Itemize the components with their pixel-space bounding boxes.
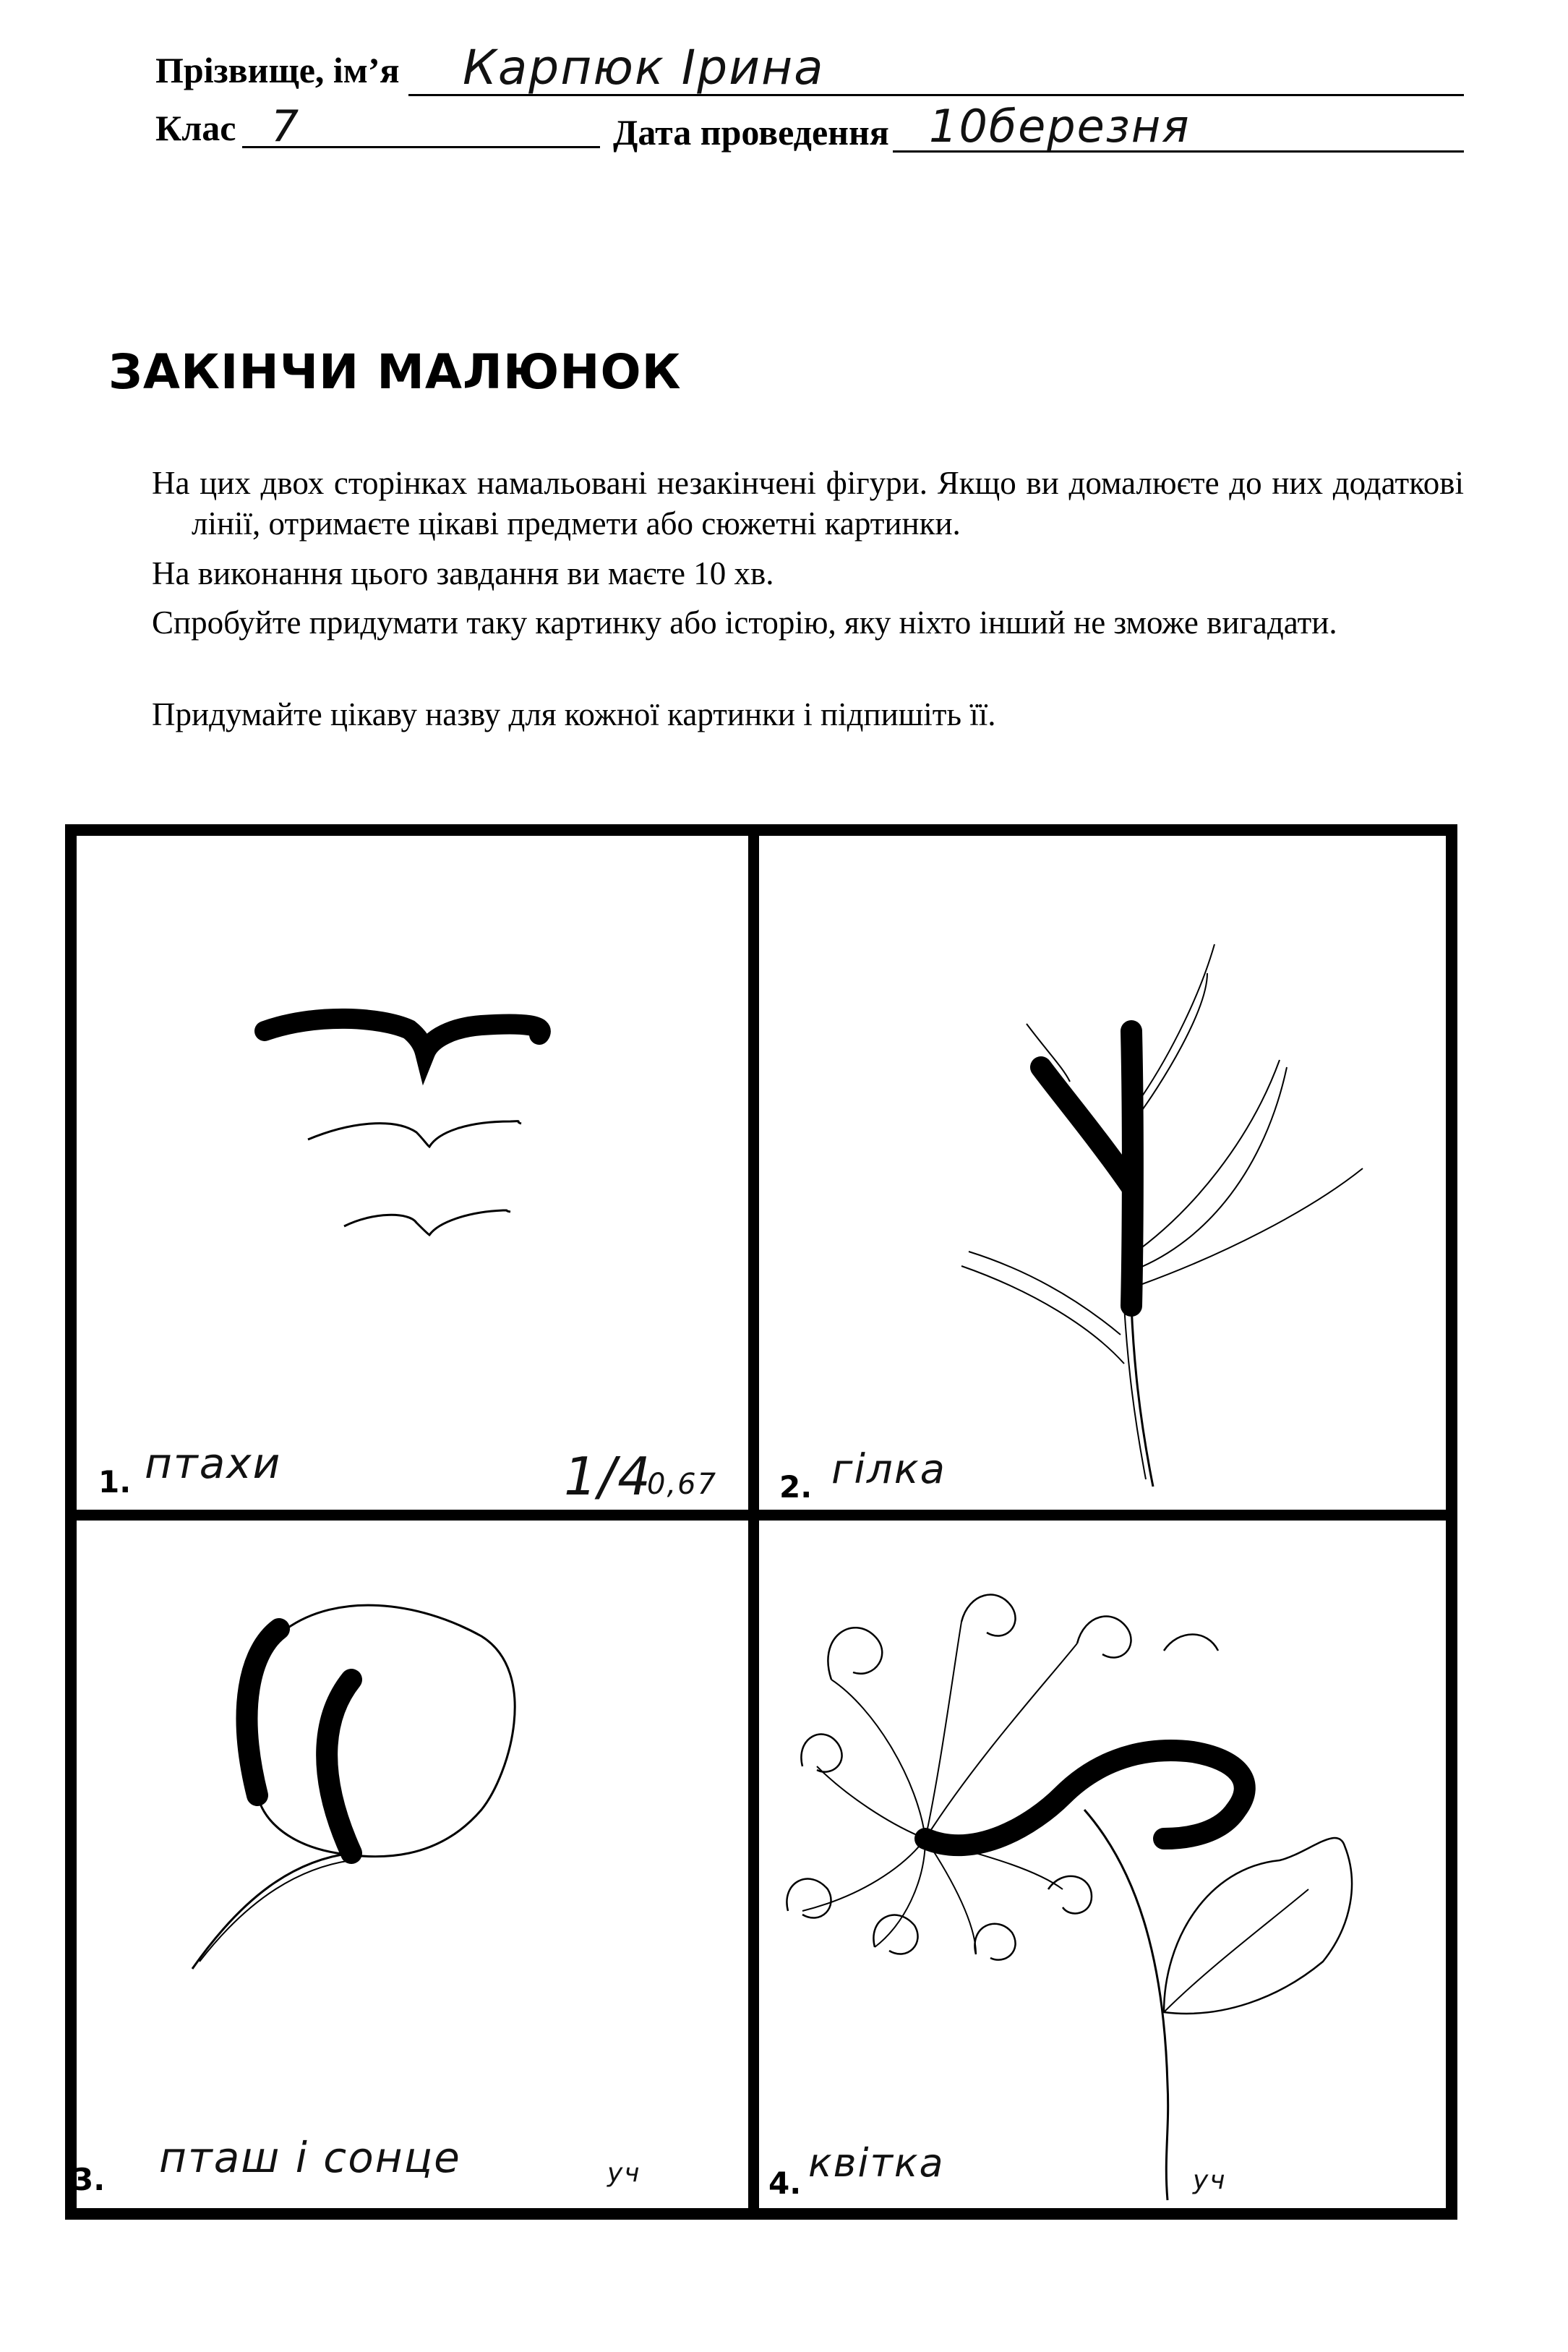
stimulus-shape-2b <box>1131 1031 1133 1306</box>
drawn-stem-2 <box>1124 1306 1146 1479</box>
cell-4-mark: уч <box>1193 2165 1227 2195</box>
drawn-twig-8 <box>961 1266 1124 1364</box>
cell-1-grade: 1/4 <box>564 1446 652 1507</box>
drawn-bird-2 <box>344 1210 510 1235</box>
drawn-twig-5 <box>1142 1168 1363 1284</box>
stimulus-shape-1 <box>265 1019 541 1053</box>
cell-4-caption: квітка <box>808 2140 945 2186</box>
surname-label: Прізвище, ім’я <box>155 50 400 90</box>
instruction-text-3: Спробуйте придумати таку картинку або історію, яку ніхто інший не зможе вигадати. <box>152 604 1337 641</box>
drawn-spiral-2 <box>961 1595 1016 1636</box>
drawn-twig-3 <box>1131 1060 1280 1255</box>
drawn-spiral-3 <box>1077 1617 1131 1658</box>
drawn-leaf-vein <box>1164 1889 1308 2012</box>
drawn-bird-1 <box>308 1121 521 1147</box>
drawn-spiral-4 <box>1164 1635 1218 1651</box>
drawn-twig-2 <box>1142 944 1214 1096</box>
cell-1-caption: птахи <box>145 1439 282 1488</box>
cell-2-caption: гілка <box>831 1446 946 1493</box>
drawn-spiral-5 <box>801 1735 841 1772</box>
drawn-sun-circle <box>257 1605 515 1857</box>
grid-horizontal-divider <box>65 1510 1457 1521</box>
instruction-paragraph-3 <box>152 602 1464 643</box>
drawn-stem-3 <box>192 1853 351 1969</box>
date-label: Дата проведення <box>613 112 889 153</box>
cell-1-number: 1. <box>98 1464 132 1500</box>
drawn-spiral-9 <box>1048 1876 1092 1914</box>
cell-4-number: 4. <box>768 2165 802 2201</box>
surname-handwritten: Карпюк Ірина <box>463 40 825 95</box>
drawn-twig-7 <box>969 1252 1121 1335</box>
stimulus-shape-3b <box>327 1680 351 1853</box>
date-handwritten: 10березня <box>929 100 1191 153</box>
stimulus-shape-3a <box>247 1629 279 1795</box>
cell-3-mark: уч <box>607 2158 641 2188</box>
task-title: ЗАКІНЧИ МАЛЮНОК <box>108 344 682 400</box>
grid-vertical-divider <box>748 824 759 2220</box>
drawn-spiral-7 <box>873 1915 917 1954</box>
cell-4-drawing <box>759 1521 1446 2208</box>
class-handwritten: 7 <box>271 101 301 152</box>
cell-2-number: 2. <box>779 1469 813 1505</box>
drawn-stem-3b <box>200 1860 351 1962</box>
stimulus-shape-2 <box>1041 1067 1131 1186</box>
stimulus-shape-4 <box>925 1750 1245 1845</box>
instruction-paragraph-4: Придумайте цікаву назву для кожної картинки і підпишіть її. <box>152 696 996 732</box>
cell-1-drawing <box>77 836 748 1510</box>
cell-2-drawing <box>759 836 1446 1510</box>
cell-3-drawing <box>77 1521 748 2208</box>
class-label: Клас <box>155 108 236 148</box>
cell-3-caption: пташ і сонце <box>159 2133 461 2182</box>
drawn-spiral-8 <box>974 1924 1015 1960</box>
drawn-leaf <box>1164 1838 1352 2014</box>
instruction-paragraph-1 <box>152 463 1464 544</box>
instruction-paragraph-2: На виконання цього завдання ви маєте 10 хв. <box>152 555 774 591</box>
drawn-spiral-6 <box>787 1879 831 1918</box>
drawn-spiral-1 <box>828 1628 882 1680</box>
cell-3-number: 3. <box>72 2162 106 2197</box>
cell-1-grade-extra: 0,67 <box>647 1468 718 1501</box>
drawn-flower-stem <box>1084 1810 1168 2200</box>
instruction-text-1: На цих двох сторінках намальовані незакінчені фігури. Якщо ви домалюєте до них додаткові лінії, отримаєте цікаві предмети або сюжетні картинки. <box>152 465 1464 542</box>
drawn-petals <box>802 1622 1077 1954</box>
